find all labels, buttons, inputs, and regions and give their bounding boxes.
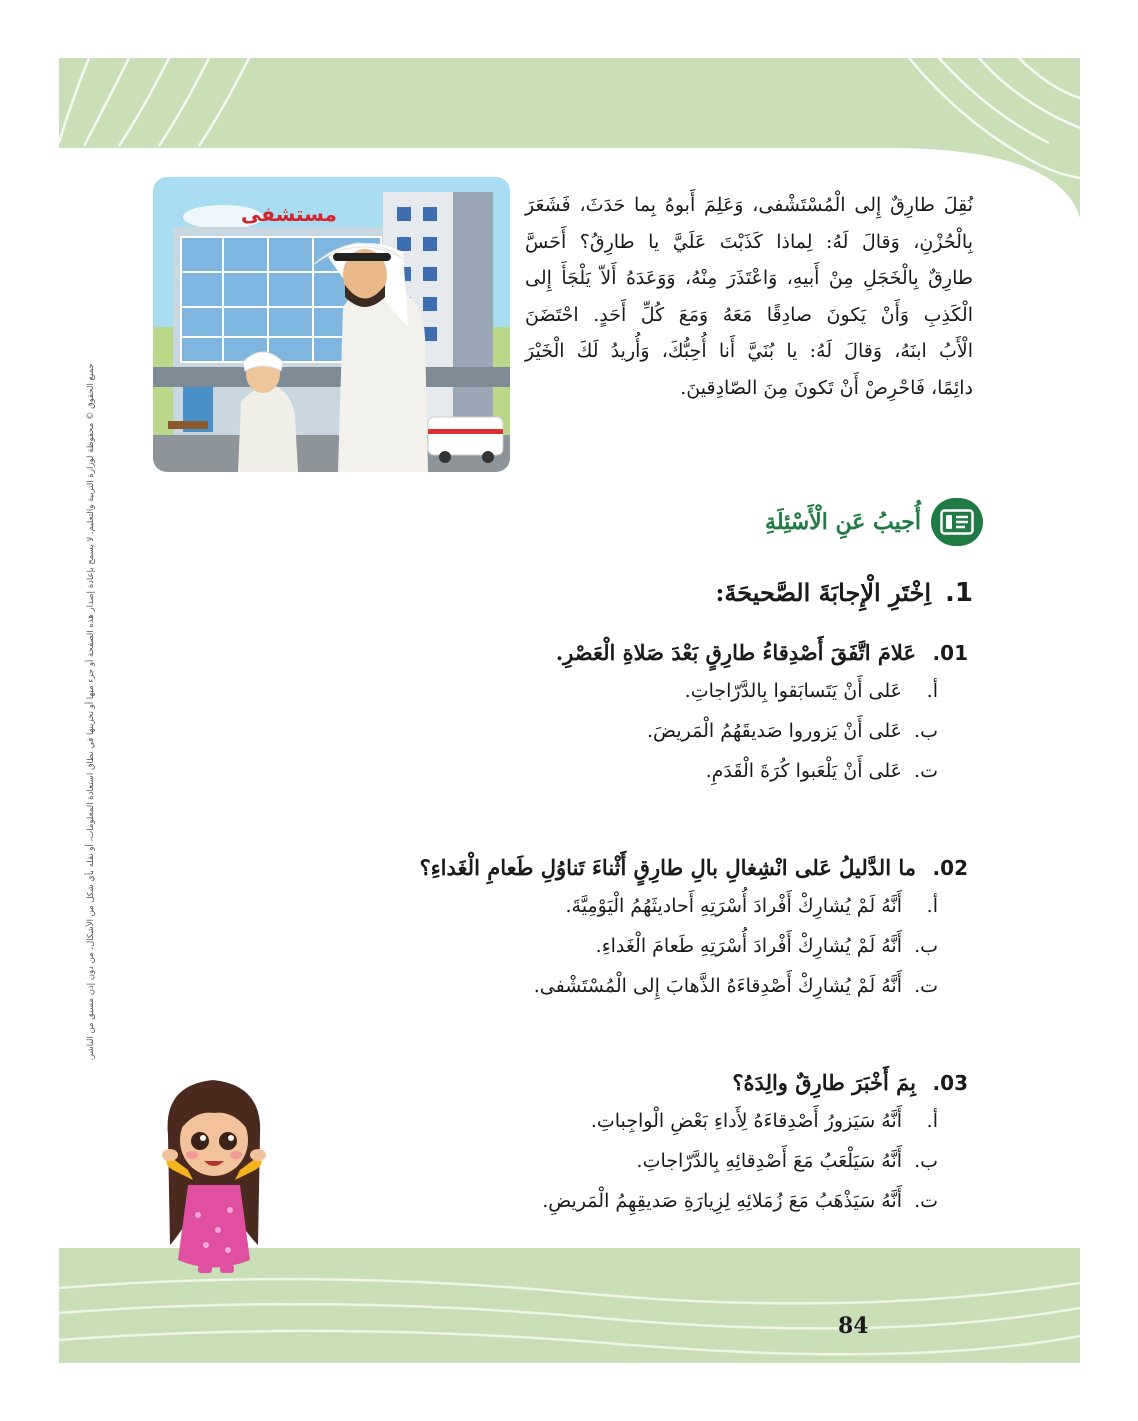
- question-number: 01.: [932, 641, 968, 665]
- story-illustration: [153, 177, 510, 472]
- story-paragraph: [525, 187, 973, 406]
- copyright-note: جميع الحقوق © محفوظة لوزارة التربية والتعليم. لا يسمح بإعادة إصدار هذه الصفحة أو جزء منها أو تخزينها في نطاق استعادة المعلومات، أو نقله بأي شكل من الأشكال، من دون إذن مسبق من الناشر.: [86, 363, 96, 1061]
- option-letter: ب.: [914, 1150, 938, 1172]
- answer-option[interactable]: [542, 1181, 938, 1221]
- option-text: عَلى أَنْ يَزوروا صَديقَهُمُ الْمَريضَ.: [647, 720, 902, 742]
- question-number: 03.: [932, 1071, 968, 1095]
- option-text: أَنَّهُ لَمْ يُشارِكْ أَصْدِقاءَهُ الذَّهابَ إِلى الْمُسْتَشْفى.: [533, 975, 902, 997]
- answer-option[interactable]: [420, 926, 938, 966]
- option-letter: ت.: [914, 760, 938, 782]
- option-letter: ب.: [914, 720, 938, 742]
- story-line: طارِقٌ بِالْخَجَلِ مِنْ أَبيهِ، وَاعْتَذَرَ مِنْهُ، وَوَعَدَهُ أَلاّ يَلْجَأَ إِلى: [525, 267, 973, 289]
- option-letter: أ.: [926, 680, 938, 702]
- answer-option[interactable]: [556, 711, 938, 751]
- story-line: دائِمًا، فَاحْرِصْ أَنْ تَكونَ مِنَ الصّادِقينَ.: [680, 376, 973, 399]
- task-heading: [716, 578, 973, 608]
- option-text: أَنَّهُ لَمْ يُشارِكْ أَفْرادَ أُسْرَتِهِ أَحاديثَهُمُ الْيَوْمِيَّةَ.: [565, 895, 902, 917]
- option-letter: ت.: [914, 975, 938, 997]
- question-card-icon: [931, 498, 983, 546]
- answer-option[interactable]: [542, 1101, 938, 1141]
- option-letter: ب.: [914, 935, 938, 957]
- task-title: اِخْتَرِ الْإِجابَةَ الصَّحيحَةَ:: [715, 578, 932, 607]
- question-block: [420, 855, 968, 1006]
- option-letter: ت.: [914, 1190, 938, 1212]
- story-line: بِالْحُزْنِ، وَقالَ لَهُ: لِماذا كَذَبْتَ عَلَيَّ يا طارِقُ؟ أَحَسَّ: [525, 230, 973, 253]
- section-title: أُجيبُ عَنِ الْأَسْئِلَةِ: [765, 509, 921, 535]
- option-text: أَنَّهُ سَيَذْهَبُ مَعَ زُمَلائِهِ لِزِيارَةِ صَديقِهِمُ الْمَريضِ.: [542, 1190, 902, 1212]
- option-text: عَلى أَنْ يَلْعَبوا كُرَةَ الْقَدَمِ.: [705, 760, 902, 782]
- options-list: [420, 886, 938, 1006]
- hospital-scene-image: [153, 177, 510, 472]
- answer-option[interactable]: [542, 1141, 938, 1181]
- options-list: [556, 671, 938, 791]
- task-number: 1.: [945, 578, 973, 608]
- question-block: [542, 1070, 968, 1221]
- answer-option[interactable]: [420, 886, 938, 926]
- question-text: بِمَ أَخْبَرَ طارِقٌ والِدَهُ؟: [732, 1070, 916, 1095]
- girl-character-illustration: [158, 1075, 270, 1285]
- option-letter: أ.: [926, 895, 938, 917]
- question-text: ما الدَّليلُ عَلى انْشِغالِ بالِ طارِقٍ أَثْناءَ تَناوُلِ طَعامِ الْغَداءِ؟: [419, 855, 916, 880]
- section-heading: [765, 498, 983, 546]
- hospital-sign: مستشفى: [241, 202, 337, 226]
- options-list: [542, 1101, 938, 1221]
- question-number: 02.: [932, 856, 968, 880]
- option-letter: أ.: [926, 1110, 938, 1132]
- story-line: نُقِلَ طارِقٌ إِلى الْمُسْتَشْفى، وَعَلِمَ أَبوهُ بِما حَدَثَ، فَشَعَرَ: [525, 194, 973, 216]
- story-line: الْأَبُ ابنَهُ، وَقالَ لَهُ: يا بُنَيَّ أَنا أُحِبُّكَ، وَأُريدُ لَكَ الْخَيْرَ: [525, 340, 973, 362]
- question-text: عَلامَ اتَّفَقَ أَصْدِقاءُ طارِقٍ بَعْدَ صَلاةِ الْعَصْرِ.: [555, 640, 916, 665]
- option-text: عَلى أَنْ يَتَسابَقوا بِالدَّرّاجاتِ.: [684, 680, 902, 702]
- option-text: أَنَّهُ سَيَلْعَبُ مَعَ أَصْدِقائِهِ بِالدَّرّاجاتِ.: [636, 1150, 902, 1172]
- story-line: الْكَذِبِ وَأَنْ يَكونَ صادِقًا مَعَهُ وَمَعَ كُلِّ أَحَدٍ. احْتَضَنَ: [525, 303, 973, 326]
- answer-option[interactable]: [556, 751, 938, 791]
- question-block: [556, 640, 968, 791]
- option-text: أَنَّهُ لَمْ يُشارِكْ أَفْرادَ أُسْرَتِهِ طَعامَ الْغَداءِ.: [595, 935, 902, 957]
- option-text: أَنَّهُ سَيَزورُ أَصْدِقاءَهُ لِأَداءِ بَعْضِ الْواجِباتِ.: [590, 1110, 902, 1132]
- page-number: 84: [838, 1313, 869, 1339]
- answer-option[interactable]: [556, 671, 938, 711]
- answer-option[interactable]: [420, 966, 938, 1006]
